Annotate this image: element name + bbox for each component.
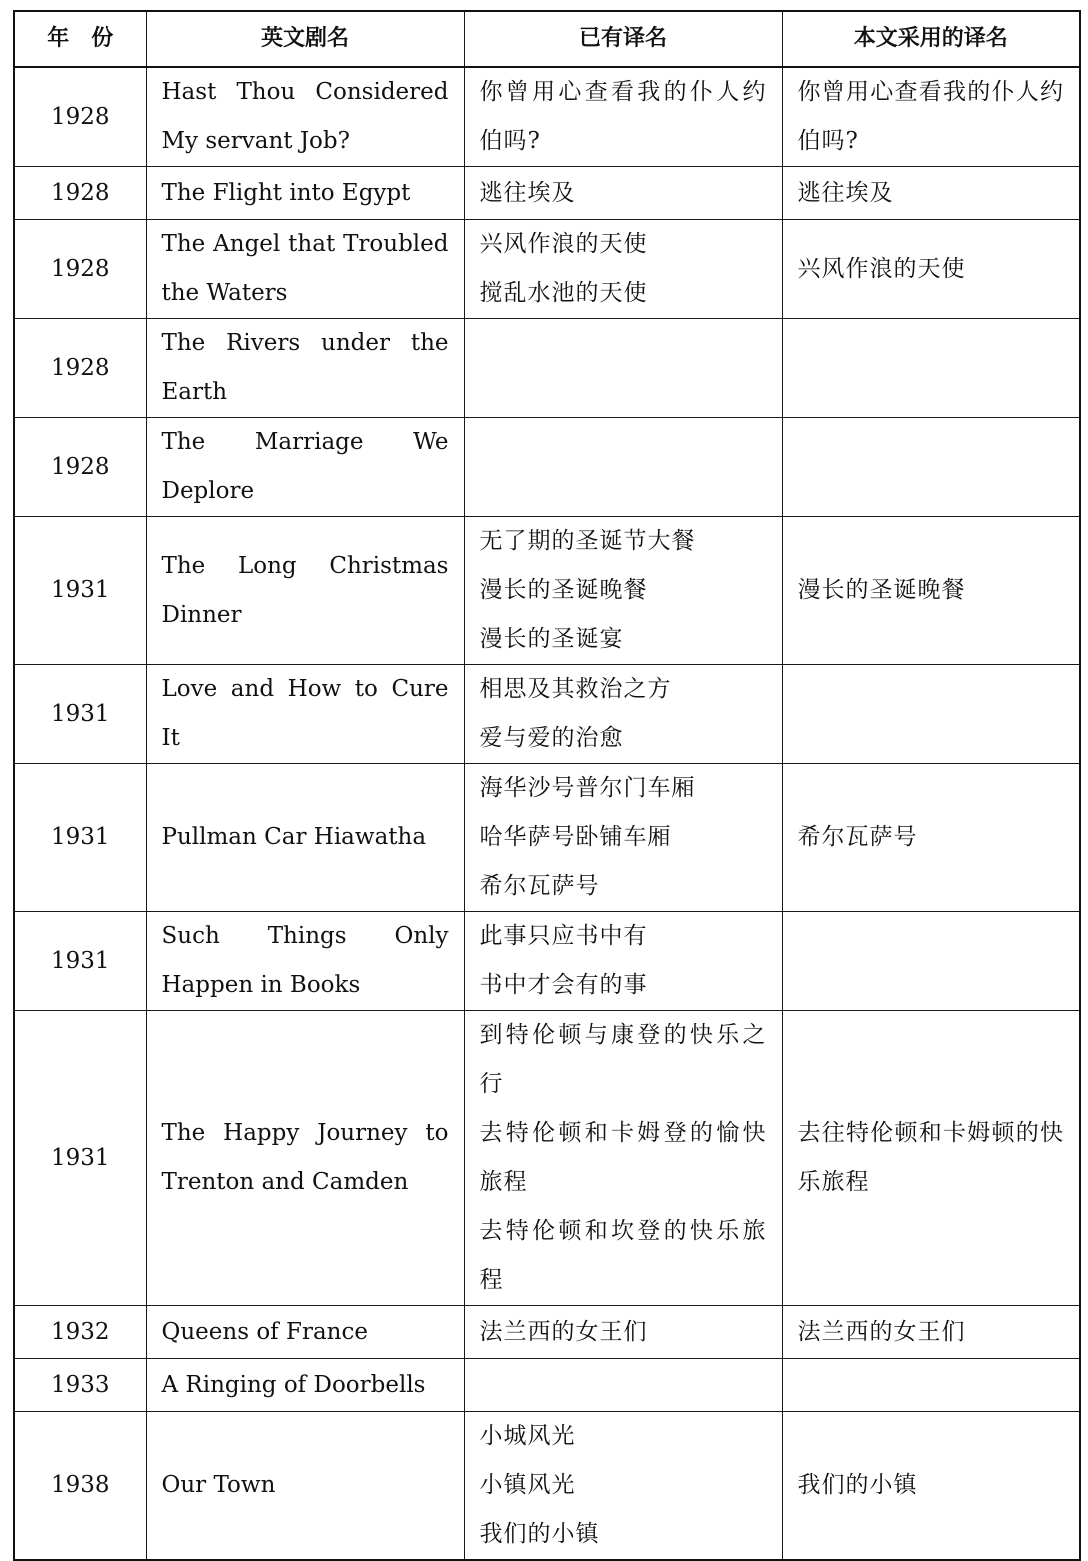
table-row — [14, 319, 1080, 418]
year-cell: 1928 — [14, 220, 146, 319]
existing-translation-item: 法兰西的女王们 — [479, 1318, 648, 1345]
existing-translations-cell — [464, 1011, 782, 1306]
existing-translation-item: 书中才会有的事 — [479, 972, 648, 998]
table-row — [14, 1011, 1080, 1306]
existing-translation-item: 小镇风光 — [479, 1472, 576, 1498]
table-body — [14, 67, 1080, 1560]
english-title-cell: Such Things Only Happen in Books — [146, 912, 464, 1011]
year-cell: 1931 — [14, 1011, 146, 1306]
year-cell: 1928 — [14, 67, 146, 167]
adopted-translation-cell: 逃往埃及 — [782, 167, 1080, 220]
adopted-translation-cell: 法兰西的女王们 — [782, 1306, 1080, 1359]
adopted-translation-cell: 漫长的圣诞晚餐 — [782, 517, 1080, 665]
adopted-translation-cell — [782, 665, 1080, 764]
existing-translation-item: 去特伦顿和坎登的快乐旅程 — [479, 1218, 767, 1293]
table-row — [14, 167, 1080, 220]
year-cell: 1928 — [14, 418, 146, 517]
adopted-translation-cell — [782, 912, 1080, 1011]
adopted-translation-cell — [782, 418, 1080, 517]
english-title-cell: The Rivers under the Earth — [146, 319, 464, 418]
year-cell: 1933 — [14, 1359, 146, 1412]
existing-translation-item: 逃往埃及 — [479, 179, 576, 206]
adopted-translation-cell: 希尔瓦萨号 — [782, 764, 1080, 912]
existing-translation-item: 你曾用心查看我的仆人约伯吗? — [479, 79, 767, 154]
english-title-cell: The Happy Journey to Trenton and Camden — [146, 1011, 464, 1306]
adopted-translation-cell — [782, 319, 1080, 418]
header-year: 年 份 — [14, 11, 146, 67]
existing-translation-item: 爱与爱的治愈 — [479, 725, 624, 751]
english-title-cell: The Marriage We Deplore — [146, 418, 464, 517]
existing-translation-item: 哈华萨号卧铺车厢 — [479, 824, 672, 850]
table-row — [14, 517, 1080, 665]
english-title-cell: Pullman Car Hiawatha — [146, 764, 464, 912]
year-cell: 1931 — [14, 764, 146, 912]
existing-translations-cell — [464, 1412, 782, 1561]
english-title-cell: The Angel that Troubled the Waters — [146, 220, 464, 319]
existing-translations-cell — [464, 167, 782, 220]
table-row — [14, 1412, 1080, 1561]
header-row — [14, 11, 1080, 67]
english-title-cell: Our Town — [146, 1412, 464, 1561]
english-title-cell: A Ringing of Doorbells — [146, 1359, 464, 1412]
table-row — [14, 418, 1080, 517]
table-row — [14, 67, 1080, 167]
existing-translation-item: 搅乱水池的天使 — [479, 280, 648, 306]
table-row — [14, 764, 1080, 912]
existing-translations-cell — [464, 912, 782, 1011]
english-title-cell: Love and How to Cure It — [146, 665, 464, 764]
english-title-cell: Hast Thou Considered My servant Job? — [146, 67, 464, 167]
header-english-title: 英文剧名 — [146, 11, 464, 67]
english-title-cell: The Long Christmas Dinner — [146, 517, 464, 665]
existing-translation-item: 海华沙号普尔门车厢 — [479, 775, 696, 801]
year-cell: 1931 — [14, 665, 146, 764]
existing-translations-cell — [464, 1359, 782, 1412]
existing-translation-item: 无了期的圣诞节大餐 — [479, 528, 696, 554]
adopted-translation-cell — [782, 1359, 1080, 1412]
year-cell: 1928 — [14, 319, 146, 418]
table-row — [14, 665, 1080, 764]
existing-translation-item: 小城风光 — [479, 1423, 576, 1449]
existing-translation-item: 到特伦顿与康登的快乐之行 — [479, 1022, 767, 1097]
header-adopted-translation: 本文采用的译名 — [782, 11, 1080, 67]
existing-translations-cell — [464, 418, 782, 517]
year-cell: 1932 — [14, 1306, 146, 1359]
year-cell: 1928 — [14, 167, 146, 220]
table-row — [14, 1359, 1080, 1412]
english-title-cell: The Flight into Egypt — [146, 167, 464, 220]
table-row — [14, 1306, 1080, 1359]
adopted-translation-cell: 去往特伦顿和卡姆顿的快乐旅程 — [782, 1011, 1080, 1306]
existing-translations-cell — [464, 319, 782, 418]
year-cell: 1931 — [14, 912, 146, 1011]
existing-translation-item: 我们的小镇 — [479, 1521, 600, 1547]
existing-translation-item: 相思及其救治之方 — [479, 676, 672, 702]
existing-translations-cell — [464, 220, 782, 319]
existing-translation-item: 漫长的圣诞宴 — [479, 626, 624, 652]
existing-translations-cell — [464, 67, 782, 167]
existing-translations-cell — [464, 1306, 782, 1359]
existing-translation-item: 希尔瓦萨号 — [479, 873, 600, 899]
existing-translations-cell — [464, 517, 782, 665]
table-row — [14, 220, 1080, 319]
existing-translation-item: 兴风作浪的天使 — [479, 231, 648, 257]
existing-translation-item: 此事只应书中有 — [479, 923, 648, 949]
year-cell: 1931 — [14, 517, 146, 665]
year-cell: 1938 — [14, 1412, 146, 1561]
english-title-cell: Queens of France — [146, 1306, 464, 1359]
table-row — [14, 912, 1080, 1011]
existing-translations-cell — [464, 764, 782, 912]
existing-translation-item: 漫长的圣诞晚餐 — [479, 577, 648, 603]
adopted-translation-cell: 兴风作浪的天使 — [782, 220, 1080, 319]
translation-table — [13, 10, 1081, 1561]
existing-translations-cell — [464, 665, 782, 764]
adopted-translation-cell: 你曾用心查看我的仆人约伯吗? — [782, 67, 1080, 167]
header-existing-translations: 已有译名 — [464, 11, 782, 67]
existing-translation-item: 去特伦顿和卡姆登的愉快旅程 — [479, 1120, 767, 1195]
adopted-translation-cell: 我们的小镇 — [782, 1412, 1080, 1561]
